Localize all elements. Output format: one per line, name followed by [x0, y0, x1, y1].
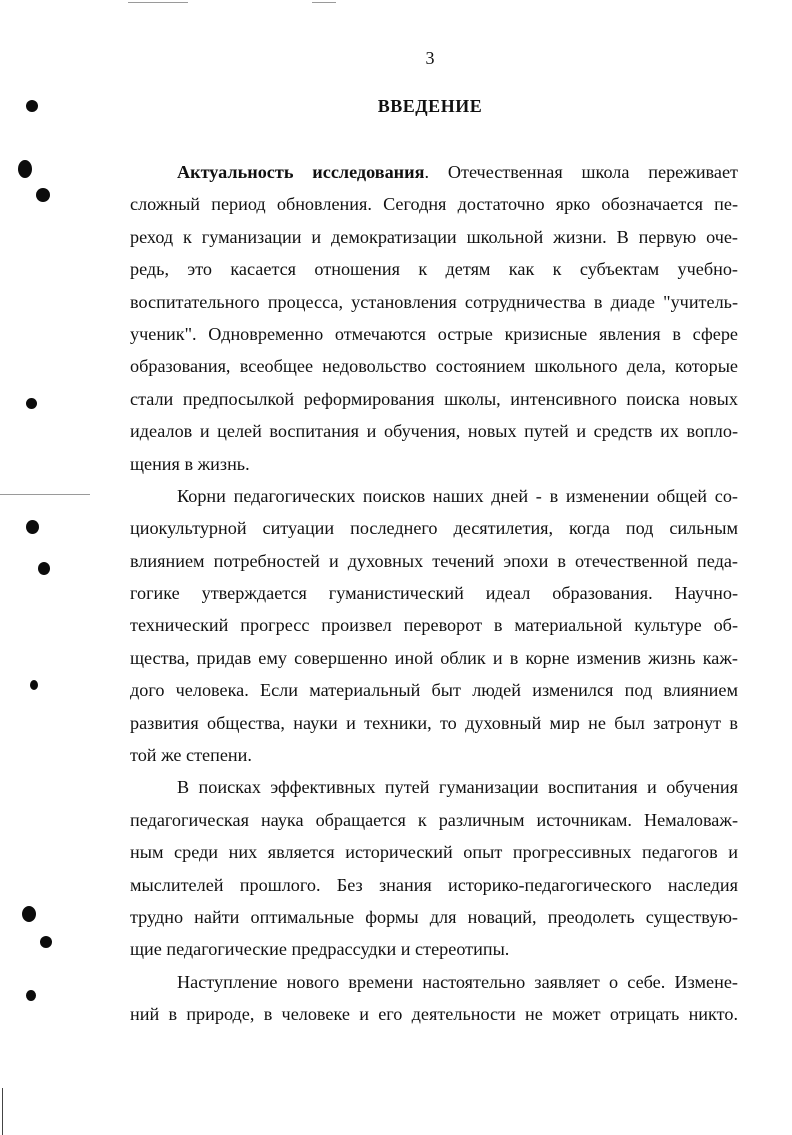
binder-hole — [18, 160, 32, 178]
text-line: развития общества, науки и техники, то духовный мир не был затронут в — [130, 712, 738, 733]
scan-top-line — [128, 2, 188, 3]
paragraph — [130, 480, 738, 772]
scan-top-line — [312, 2, 336, 3]
text-line: циокультурной ситуации последнего десятилетия, когда под сильным — [130, 518, 738, 539]
scan-margin-line — [0, 494, 90, 495]
text-line: педагогическая наука обращается к различным источникам. Немаловаж- — [130, 809, 738, 830]
text-line: щества, придав ему совершенно иной облик и в корне изменив жизнь каж- — [130, 647, 738, 668]
text-line: трудно найти оптимальные формы для новаций, преодолеть существую- — [130, 906, 738, 927]
text-line: щие педагогические предрассудки и стереотипы. — [130, 939, 510, 960]
text-line: мыслителей прошлого. Без знания историко-педагогического наследия — [130, 874, 738, 895]
text-line: гогике утверждается гуманистический идеал образования. Научно- — [130, 583, 738, 604]
page-number: 3 — [425, 48, 435, 68]
text-line: Корни педагогических поисков наших дней - в изменении общей со- — [177, 485, 738, 506]
text-line: сложный период обновления. Сегодня достаточно ярко обозначается пе- — [130, 194, 738, 215]
binder-hole — [26, 520, 39, 534]
text-line: ным среди них является исторический опыт прогрессивных педагогов и — [130, 842, 738, 863]
text-line: образования, всеобщее недовольство состоянием школьного дела, которые — [130, 356, 738, 377]
text-line: влиянием потребностей и духовных течений эпохи в отечественной педа- — [130, 550, 738, 571]
binder-hole — [38, 562, 50, 575]
paragraph — [130, 966, 738, 1031]
text-line: редь, это касается отношения к детям как к субъектам учебно- — [130, 259, 738, 280]
text-line: щения в жизнь. — [130, 453, 250, 474]
text-line: дого человека. Если материальный быт людей изменился под влиянием — [130, 680, 738, 701]
binder-hole — [36, 188, 50, 202]
scan-edge-line — [2, 1088, 3, 1135]
text-line: В поисках эффективных путей гуманизации воспитания и обучения — [177, 777, 738, 798]
body-text — [130, 156, 738, 1031]
bold-lead: Актуальность исследования — [177, 162, 425, 182]
paragraph — [130, 771, 738, 965]
text-line: Актуальность исследования. Отечественная школа переживает — [177, 162, 738, 182]
text-line: идеалов и целей воспитания и обучения, новых путей и средств их вопло- — [130, 421, 738, 442]
binder-hole — [26, 990, 36, 1001]
binder-hole — [30, 680, 38, 690]
text-line: реход к гуманизации и демократизации школьной жизни. В первую оче- — [130, 226, 738, 247]
binder-hole — [40, 936, 52, 948]
text-line: технический прогресс произвел переворот в материальной культуре об- — [130, 615, 738, 636]
section-heading: ВВЕДЕНИЕ — [377, 96, 483, 116]
binder-hole — [26, 398, 37, 409]
binder-hole — [22, 906, 36, 922]
text-line: воспитательного процесса, установления сотрудничества в диаде "учитель- — [130, 291, 738, 312]
text-line: той же степени. — [130, 745, 252, 766]
paragraph — [130, 156, 738, 480]
text-line: ний в природе, в человеке и его деятельности не может отрицать никто. — [130, 1004, 738, 1025]
text-line: стали предпосылкой реформирования школы, интенсивного поиска новых — [130, 388, 738, 409]
text-line: ученик". Одновременно отмечаются острые кризисные явления в сфере — [130, 323, 738, 344]
text-line: Наступление нового времени настоятельно заявляет о себе. Измене- — [177, 971, 738, 992]
